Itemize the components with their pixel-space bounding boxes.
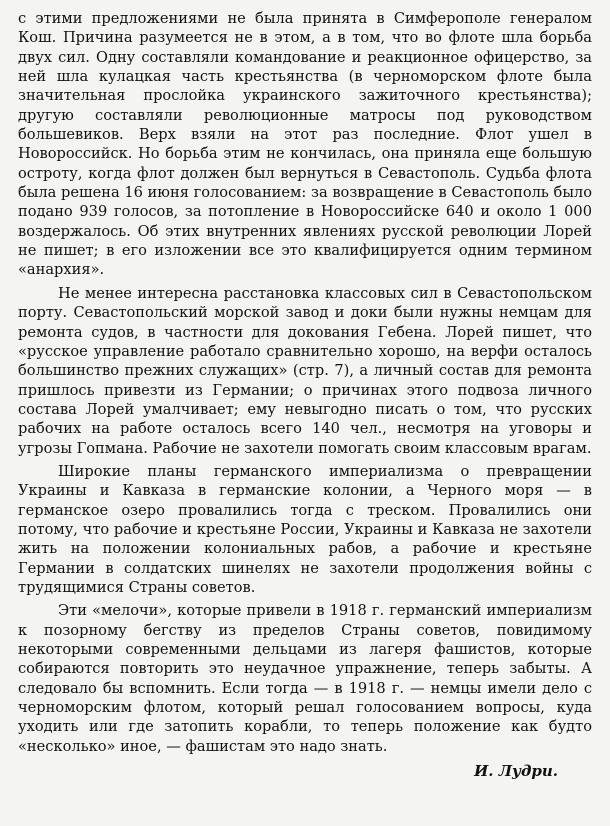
- paragraph-2: Не менее интересна расстановка классовых сил в Севастопольском порту. Севастопольский морской завод и доки были нужны немцам для ремонта судов, в частности для докования Гебена. Лорей пишет, что «русское управление работало сравнительно хорошо, на верфи осталось большинство прежних служащих» (стр. 7), а личный состав для ремонта пришлось привезти из Германии; о причинах этого подвоза личного состава Лорей умалчивает; ему невыгодно писать о том, что русских рабочих на работе осталось всего 140 чел., несмотря на уговоры и угрозы Гопмана. Рабочие не захотели помогать своим классовым врагам.: [18, 284, 592, 457]
- paragraph-1: с этими предложениями не была принята в Симферополе генералом Кош. Причина разумеется не в этом, а в том, что во флоте шла борьба двух сил. Одну составляли командование и реакционное офицерство, за ней шла кулацкая часть крестьянства (в черноморском флоте была значительная прослойка украинского зажиточного крестьянства); другую составляли революционные матросы под руководством большевиков. Верх взяли на этот раз последние. Флот ушел в Новороссийск. Но борьба этим не кончилась, она приняла еще большую остроту, когда флот должен был вернуться в Севастополь. Судьба флота была решена 16 июня голосованием: за возвращение в Севастополь было подано 939 голосов, за потопление в Новороссийске 640 и около 1 000 воздержалось. Об этих внутренних явлениях русской революции Лорей не пишет; в его изложении все это квалифицируется одним термином «анархия».: [18, 10, 592, 279]
- author-signature: И. Лудри.: [474, 762, 558, 781]
- paragraph-3: Широкие планы германского империализма о превращении Украины и Кавказа в германские колонии, а Черного моря — в германское озеро провалились тогда с треском. Провалились они потому, что рабочие и крестьяне России, Украины и Кавказа не захотели жить на положении колониальных рабов, а рабочие и крестьяне Германии в солдатских шинелях не захотели продолжения войны с трудящимися Страны советов.: [18, 462, 592, 596]
- paragraph-4: Эти «мелочи», которые привели в 1918 г. германский империализм к позорному бегству из пределов Страны советов, повидимому некоторыми современными дельцами из лагеря фашистов, которые собираются повторить это неудачное упражнение, теперь забыты. А следовало бы вспомнить. Если тогда — в 1918 г. — немцы имели дело с черноморским флотом, который решал голосованием вопросы, куда уходить или где затопить корабли, то теперь положение как будто «несколько» иное, — фашистам это надо знать.: [18, 602, 592, 755]
